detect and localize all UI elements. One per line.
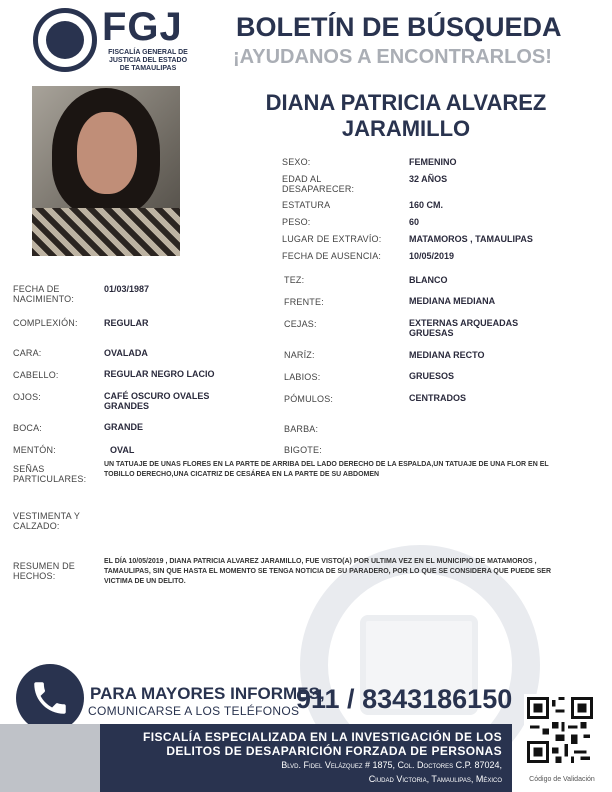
complexion-label: COMPLEXIÓN: (13, 318, 78, 328)
boca-value: GRANDE (104, 422, 144, 432)
contact-heading: PARA MAYORES INFORMES, (90, 684, 325, 703)
cejas-value: EXTERNAS ARQUEADAS GRUESAS (409, 318, 519, 338)
nacimiento-label: FECHA DE NACIMIENTO: (13, 284, 75, 304)
fgj-logo-text: FGJ (102, 5, 183, 49)
resumen-value: EL DÍA 10/05/2019 , DIANA PATRICIA ALVAREZ JARAMILLO, FUE VISTO(A) POR ULTIMA VEZ EN EL MUNICIPIO DE MATAMOROS , TAMAULIPAS, SIN QUE HASTA EL MOMENTO SE TENGA NOTICIA DE SU PARADERO, POR LO QUE SE CONSIDERA QUE PUEDE SER VICTIMA DE UN DELITO. (104, 558, 552, 585)
boca-label: BOCA: (13, 423, 43, 433)
edad-label: EDAD AL DESAPARECER: (282, 174, 355, 194)
lugar-value: MATAMOROS , TAMAULIPAS (409, 234, 533, 244)
fecha-ausencia-value: 10/05/2019 (409, 251, 455, 261)
ojos-value: CAFÉ OSCURO OVALES GRANDES (104, 391, 210, 411)
lugar-label: LUGAR DE EXTRAVÍO: (282, 234, 382, 244)
menton-label: MENTÓN: (13, 445, 56, 455)
person-name-line1: DIANA PATRICIA ALVAREZ (265, 90, 547, 115)
footer-agency-line2: DELITOS DE DESAPARICIÓN FORZADA DE PERSONAS (166, 744, 502, 758)
frente-value: MEDIANA MEDIANA (409, 296, 496, 306)
tez-value: BLANCO (409, 275, 448, 285)
person-name (236, 90, 576, 142)
footer-address-line1: Blvd. Fidel Velázquez # 1875, Col. Doctores C.P. 87024, (281, 760, 502, 770)
ojos-label: OJOS: (13, 392, 42, 402)
nacimiento-value: 01/03/1987 (104, 284, 150, 294)
estatura-value: 160 CM. (409, 200, 444, 210)
labios-value: GRUESOS (409, 371, 455, 381)
cabello-label: CABELLO: (13, 370, 59, 380)
footer-address-line2: Ciudad Victoria, Tamaulipas, México (368, 774, 502, 784)
cara-value: OVALADA (104, 348, 148, 358)
person-name-line2: JARAMILLO (341, 116, 471, 141)
bigote-label: BIGOTE: (284, 445, 322, 455)
cejas-label: CEJAS: (284, 319, 317, 329)
menton-value: OVAL (110, 445, 135, 455)
validation-qr-code[interactable] (524, 694, 596, 766)
labios-label: LABIOS: (284, 372, 321, 382)
edad-value: 32 AÑOS (409, 174, 448, 184)
barba-label: BARBA: (284, 424, 319, 434)
phone-number: 911 / 8343186150 (296, 684, 513, 714)
footer-agency-line1: FISCALÍA ESPECIALIZADA EN LA INVESTIGACIÓN DE LOS (143, 730, 502, 744)
bulletin-subtitle: ¡AYUDANOS A ENCONTRARLOS! (233, 46, 552, 68)
senas-value: UN TATUAJE DE UNAS FLORES EN LA PARTE DE ARRIBA DEL LADO DERECHO DE LA ESPALDA,UN TATUAJE DE UNA FLOR EN EL TOBILLO DERECHO,UNA CICATRIZ DE CESÁREA EN LA PARTE DE SU ABDOMEN (104, 461, 549, 478)
nariz-value: MEDIANA RECTO (409, 350, 485, 360)
footer-gray-band (0, 724, 100, 792)
pomulos-value: CENTRADOS (409, 393, 467, 403)
bulletin-title: BOLETÍN DE BÚSQUEDA (236, 12, 562, 42)
contact-subheading: COMUNICARSE A LOS TELÉFONOS (88, 704, 300, 718)
missing-person-photo (32, 86, 180, 256)
qr-caption: Código de Validación (529, 776, 595, 783)
phone-icon (16, 664, 84, 732)
frente-label: FRENTE: (284, 297, 324, 307)
fecha-ausencia-label: FECHA DE AUSENCIA: (282, 251, 382, 261)
complexion-value: REGULAR (104, 318, 149, 328)
peso-value: 60 (409, 217, 420, 227)
estatura-label: ESTATURA (282, 200, 331, 210)
peso-label: PESO: (282, 217, 311, 227)
cabello-value: REGULAR NEGRO LACIO (104, 369, 215, 379)
resumen-label: RESUMEN DE HECHOS: (13, 561, 76, 581)
vestimenta-label: VESTIMENTA Y CALZADO: (13, 511, 80, 531)
fgj-seal-logo (33, 8, 97, 72)
fgj-logo-subtitle: FISCALÍA GENERAL DE JUSTICIA DEL ESTADO DE TAMAULIPAS (108, 49, 188, 72)
pomulos-label: PÓMULOS: (284, 394, 334, 404)
tez-label: TEZ: (284, 275, 305, 285)
cara-label: CARA: (13, 348, 42, 358)
nariz-label: NARÍZ: (284, 350, 315, 360)
sexo-value: FEMENINO (409, 157, 457, 167)
sexo-label: SEXO: (282, 157, 311, 167)
senas-label: SEÑAS PARTICULARES: (13, 464, 87, 484)
